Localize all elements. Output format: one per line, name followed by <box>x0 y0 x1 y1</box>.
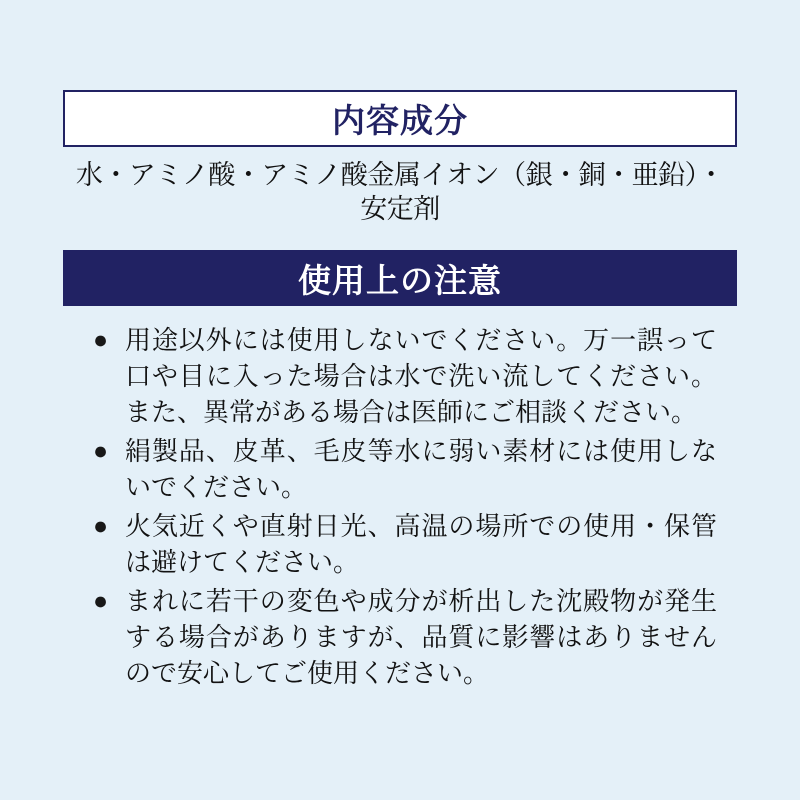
bullet-icon: ● <box>93 326 109 354</box>
bullet-icon: ● <box>93 512 109 540</box>
precaution-text: まれに若干の変色や成分が析出した沈殿物が発生する場合がありますが、品質に影響はありませんので安心してご使用ください。 <box>125 586 717 688</box>
bullet-icon: ● <box>93 587 109 615</box>
precaution-item <box>95 433 717 505</box>
precautions-list <box>95 322 717 694</box>
ingredients-title-box <box>63 90 737 147</box>
precautions-title: 使用上の注意 <box>298 261 502 299</box>
bullet-icon: ● <box>93 437 109 465</box>
precautions-banner <box>63 250 737 306</box>
precaution-text: 用途以外には使用しないでください。万一誤って口や目に入った場合は水で洗い流してください。また、異常がある場合は医師にご相談ください。 <box>125 325 717 427</box>
ingredients-title: 内容成分 <box>332 102 468 139</box>
precaution-item <box>95 508 717 580</box>
precaution-text: 火気近くや直射日光、高温の場所での使用・保管は避けてください。 <box>125 511 717 577</box>
precaution-item <box>95 583 717 691</box>
precaution-text: 絹製品、皮革、毛皮等水に弱い素材には使用しないでください。 <box>125 436 717 502</box>
precaution-item <box>95 322 717 430</box>
ingredients-text: 水・アミノ酸・アミノ酸金属イオン（銀・銅・亜鉛）・安定剤 <box>75 160 725 224</box>
